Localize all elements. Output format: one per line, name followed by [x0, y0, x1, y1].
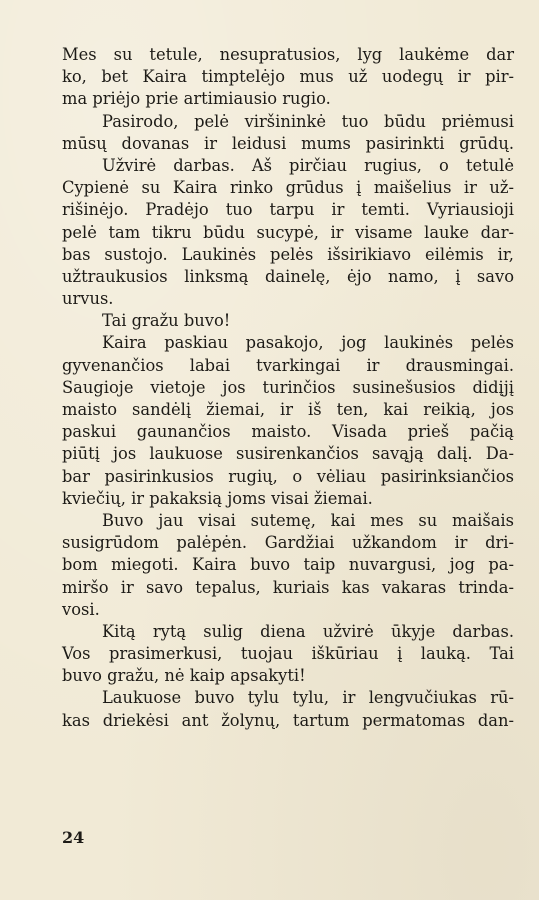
text-line-2: ko, bet Kaira timptelėjo mus už uodegų ir pir- [62, 67, 514, 87]
text-line-10: bas sustojo. Laukinės pelės išsirikiavo eilėmis ir, [62, 244, 514, 264]
text-line-8: rišinėjo. Pradėjo tuo tarpu ir temti. Vyriausioji [62, 200, 514, 220]
text-line-12: urvus. [62, 289, 114, 309]
text-line-31: kas driekėsi ant žolynų, tartum permatomas dan- [62, 710, 514, 730]
text-line-7: Cypienė su Kaira rinko grūdus į maišelius ir už- [62, 178, 514, 198]
page-text [62, 44, 514, 732]
text-line-29: buvo gražu, nė kaip apsakyti! [62, 666, 306, 686]
text-line-23: susigrūdom palėpėn. Gardžiai užkandom ir dri- [62, 533, 514, 553]
text-line-4: Pasirodo, pelė viršininkė tuo būdu priėmusi [102, 111, 514, 131]
text-line-6: Užvirė darbas. Aš pirčiau rugius, o tetulė [102, 155, 514, 175]
text-line-14: Kaira paskiau pasakojo, jog laukinės pelės [102, 333, 514, 353]
text-line-22: Buvo jau visai sutemę, kai mes su maišais [102, 510, 514, 530]
text-line-19: piūtį jos laukuose susirenkančios savąją dalį. Da- [62, 444, 514, 464]
text-line-20: bar pasirinkusios rugių, o vėliau pasirinksiančios [62, 466, 514, 486]
text-line-25: miršo ir savo tepalus, kuriais kas vakaras trinda- [62, 577, 514, 597]
text-line-13: Tai gražu buvo! [102, 311, 231, 331]
text-line-11: užtraukusios linksmą dainelę, ėjo namo, į savo [62, 266, 514, 286]
text-line-16: Saugioje vietoje jos turinčios susinešusios didįjį [62, 377, 514, 397]
page-number: 24 [62, 828, 85, 847]
text-line-3: ma priėjo prie artimiausio rugio. [62, 89, 331, 109]
text-line-30: Laukuose buvo tylu tylu, ir lengvučiukas rū- [102, 688, 514, 708]
text-line-9: pelė tam tikru būdu sucypė, ir visame lauke dar- [62, 222, 514, 242]
text-line-15: gyvenančios labai tvarkingai ir drausmingai. [62, 355, 514, 375]
text-line-27: Kitą rytą sulig diena užvirė ūkyje darbas. [102, 621, 514, 641]
text-line-24: bom miegoti. Kaira buvo taip nuvargusi, jog pa- [62, 555, 514, 575]
text-line-26: vosi. [62, 599, 100, 619]
text-line-5: mūsų dovanas ir leidusi mums pasirinkti grūdų. [62, 133, 514, 153]
text-line-28: Vos prasimerkusi, tuojau iškūriau į lauką. Tai [62, 644, 514, 664]
text-line-21: kviečių, ir pakaksią joms visai žiemai. [62, 488, 373, 508]
text-line-17: maisto sandėlį žiemai, ir iš ten, kai reikią, jos [62, 400, 514, 419]
text-line-1: Mes su tetule, nesupratusios, lyg laukėme dar [62, 45, 514, 64]
text-line-18: paskui gaunančios maisto. Visada prieš pačią [62, 422, 514, 442]
